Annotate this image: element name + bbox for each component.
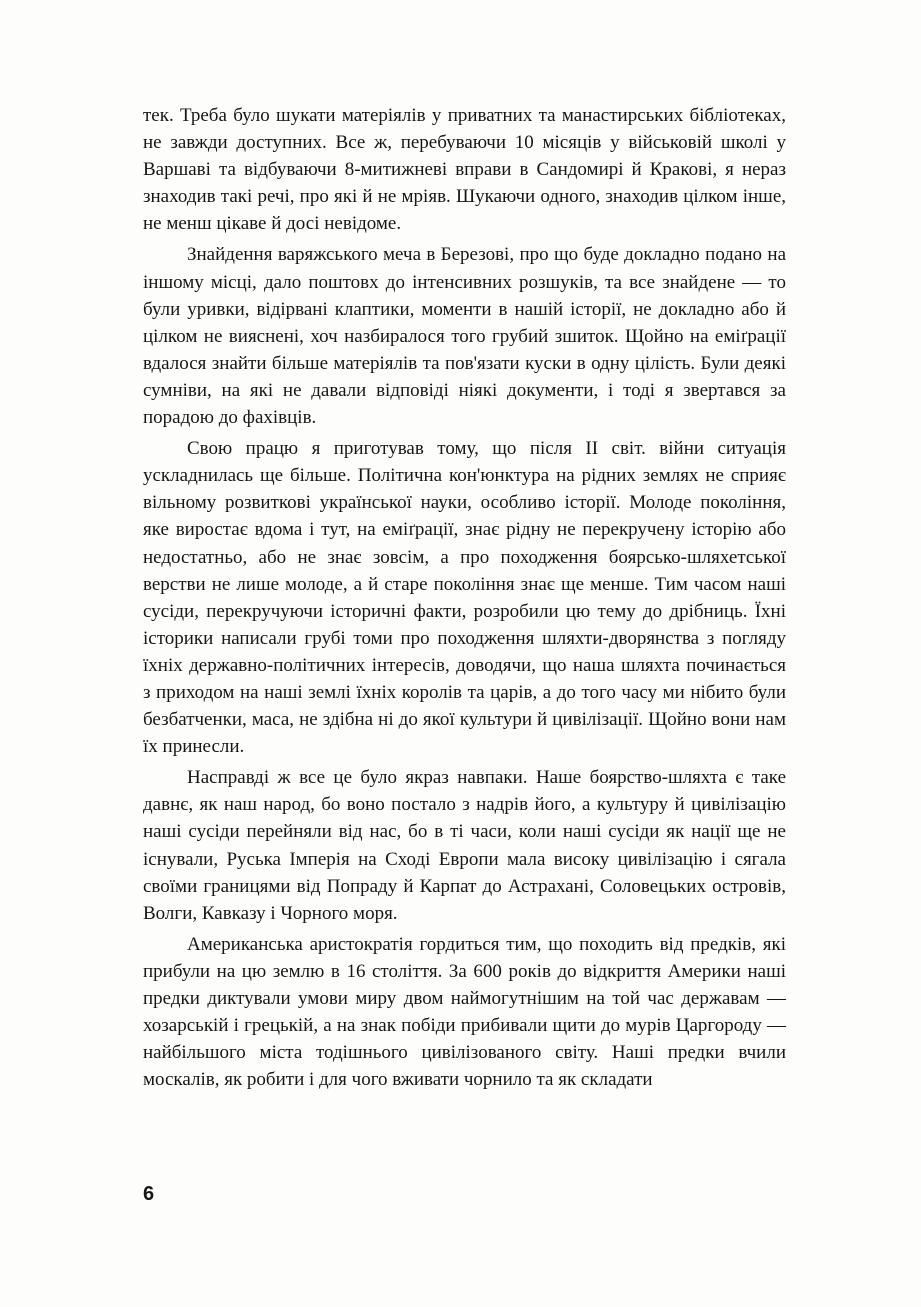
paragraph-5: Американська аристократія гордиться тим, що походить від предків, які прибули на цю землю в 16 століття. За 600 років до відкриття Америки наші предки диктували умови миру двом наймогутнішим на той час державам — хозарській і грецькій, а на знак побіди прибивали щити до мурів Царгороду — найбільшого міста тодішнього цивілізованого світу. Наші предки вчили москалів, як робити і для чого вживати чорнило та як складати	[143, 933, 786, 1091]
paragraph-1: тек. Треба було шукати матеріялів у приватних та манастирських бібліотеках, не завжди доступних. Все ж, перебуваючи 10 місяців у військовій школі у Варшаві та відбуваючи 8-митижневі вправи в Сандомирі й Кракові, я нераз знаходив такі речі, про які й не мріяв. Шукаючи одного, знаходив цілком інше, не менш цікаве й досі невідоме.	[143, 105, 786, 235]
paragraph-3: Свою працю я приготував тому, що після II світ. війни ситуація ускладнилась ще більше. Політична кон'юнктура на рідних землях не сприяє вільному розвиткові української науки, особливо історії. Молоде покоління, яке виростає вдома і тут, на еміґрації, знає рідну не перекручену історію або недостатньо, або не знає зовсім, а про походження боярсько-шляхетської верстви не лише молоде, а й старе покоління знає ще менше. Тим часом наші сусіди, перекручуючи історичні факти, розробили цю тему до дрібниць. Їхні історики написали грубі томи про походження шляхти-дворянства з погляду їхніх державно-політичних інтересів, доводячи, що наша шляхта починається з приходом на наші землі їхніх королів та царів, а до того часу ми нібито були безбатченки, маса, не здібна ні до якої культури й цивілізації. Щойно вони нам їх принесли.	[143, 438, 786, 758]
page-number: 6	[143, 1183, 155, 1205]
paragraph-2: Знайдення варяжського меча в Березові, про що буде докладно подано на іншому місці, дало поштовх до інтенсивних розшуків, та все знайдене — то були уривки, відірвані клаптики, моменти в нашій історії, не докладно або й цілком не вияснені, хоч назбиралося того грубий зшиток. Щойно на еміґрації вдалося знайти більше матеріялів та пов'язати куски в одну цілість. Були деякі сумніви, на які не давали відповіді ніякі документи, і тоді я звертався за порадою до фахівців.	[143, 244, 786, 429]
body-text	[143, 102, 786, 1093]
paragraph-4: Насправді ж все це було якраз навпаки. Наше боярство-шляхта є таке давнє, як наш народ, бо воно постало з надрів його, а культуру й цивілізацію наші сусіди перейняли від нас, бо в ті часи, коли наші сусіди як нації ще не існували, Руська Імперія на Сході Европи мала високу цивілізацію і сягала своїми границями від Попраду й Карпат до Астрахані, Соловецьких островів, Волги, Кавказу і Чорного моря.	[143, 767, 786, 924]
